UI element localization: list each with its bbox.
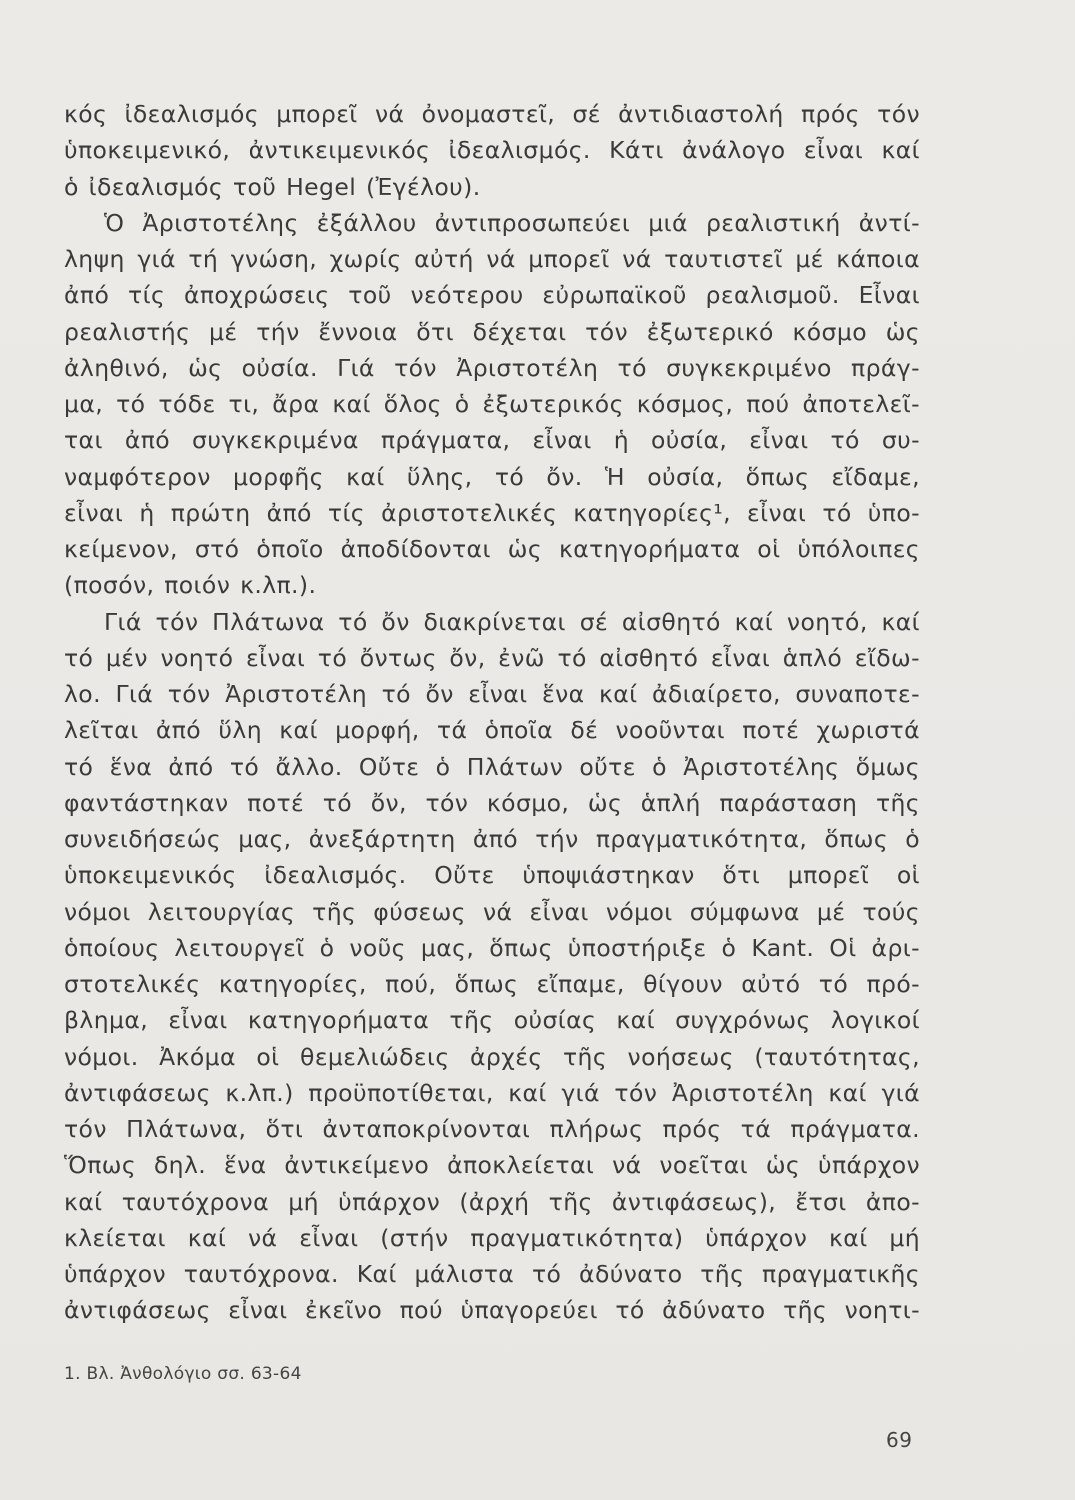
text-line: νόμοι λειτουργίας τῆς φύσεως νά εἶναι νόμοι σύμφωνα μέ τούς	[64, 897, 920, 926]
text-line: τό μέν νοητό εἶναι τό ὄντως ὄν, ἐνῶ τό αἰσθητό εἶναι ἁπλό εἴδω-	[64, 643, 920, 672]
text-line: ὑποκειμενικό, ἀντικειμενικός ἰδεαλισμός. Κάτι ἀνάλογο εἶναι καί	[64, 136, 920, 165]
text-line: καί ταυτόχρονα μή ὑπάρχον (ἀρχή τῆς ἀντιφάσεως), ἔτσι ἀπο-	[64, 1187, 920, 1216]
text-line: ἀπό τίς ἀποχρώσεις τοῦ νεότερου εὐρωπαϊκοῦ ρεαλισμοῦ. Εἶναι	[64, 281, 920, 310]
text-line: ται ἀπό συγκεκριμένα πράγματα, εἶναι ἡ οὐσία, εἶναι τό συ-	[64, 426, 920, 455]
text-line: ἀντιφάσεως κ.λπ.) προϋποτίθεται, καί γιά τόν Ἀριστοτέλη καί γιά	[64, 1078, 920, 1107]
text-line: τόν Πλάτωνα, ὅτι ἀνταποκρίνονται πλήρως πρός τά πράγματα.	[64, 1115, 920, 1143]
body-text	[64, 96, 920, 1329]
text-line: λεῖται ἀπό ὕλη καί μορφή, τά ὁποῖα δέ νοοῦνται ποτέ χωριστά	[64, 716, 920, 745]
text-line: νόμοι. Ἀκόμα οἱ θεμελιώδεις ἀρχές τῆς νοήσεως (ταυτότητας,	[64, 1042, 920, 1071]
text-line: ὁποίους λειτουργεῖ ὁ νοῦς μας, ὅπως ὑποστήριξε ὁ Kant. Οἱ ἀρι-	[64, 933, 920, 962]
text-line: τό ἕνα ἀπό τό ἄλλο. Οὔτε ὁ Πλάτων οὔτε ὁ Ἀριστοτέλης ὅμως	[64, 752, 920, 781]
text-line: ἀληθινό, ὡς οὐσία. Γιά τόν Ἀριστοτέλη τό συγκεκριμένο πράγ-	[64, 353, 920, 382]
text-line: Γιά τόν Πλάτωνα τό ὄν διακρίνεται σέ αἰσθητό καί νοητό, καί	[104, 607, 920, 636]
text-line: λο. Γιά τόν Ἀριστοτέλη τό ὄν εἶναι ἕνα καί ἀδιαίρετο, συναποτε-	[64, 680, 920, 708]
text-line: ἀντιφάσεως εἶναι ἐκεῖνο πού ὑπαγορεύει τό ἀδύνατο τῆς νοητι-	[64, 1296, 920, 1325]
text-line: κλείεται καί νά εἶναι (στήν πραγματικότητα) ὑπάρχον καί μή	[64, 1223, 920, 1252]
footnote: 1. Βλ. Ἀνθολόγιο σσ. 63-64	[64, 1364, 302, 1384]
text-line: ναμφότερον μορφῆς καί ὕλης, τό ὄν. Ἡ οὐσία, ὅπως εἴδαμε,	[64, 462, 920, 491]
text-line: ληψη γιά τή γνώση, χωρίς αὐτή νά μπορεῖ νά ταυτιστεῖ μέ κάποια	[64, 245, 920, 273]
text-line: (ποσόν, ποιόν κ.λπ.).	[64, 571, 317, 600]
text-line: ὑπάρχον ταυτόχρονα. Καί μάλιστα τό ἀδύνατο τῆς πραγματικῆς	[64, 1260, 920, 1288]
text-line: Ὁ Ἀριστοτέλης ἐξάλλου ἀντιπροσωπεύει μιά ρεαλιστική ἀντί-	[104, 208, 920, 237]
text-line: στοτελικές κατηγορίες, πού, ὅπως εἴπαμε, θίγουν αὐτό τό πρό-	[64, 970, 920, 998]
text-line: ὑποκειμενικός ἰδεαλισμός. Οὔτε ὑποψιάστηκαν ὅτι μπορεῖ οἱ	[64, 861, 920, 890]
text-line: κείμενον, στό ὁποῖο ἀποδίδονται ὡς κατηγορήματα οἱ ὑπόλοιπες	[64, 535, 920, 563]
text-line: κός ἰδεαλισμός μπορεῖ νά ὀνομαστεῖ, σέ ἀντιδιαστολή πρός τόν	[64, 100, 920, 128]
text-line: ρεαλιστής μέ τήν ἔννοια ὅτι δέχεται τόν ἐξωτερικό κόσμο ὡς	[64, 317, 920, 346]
text-line: ὁ ἰδεαλισμός τοῦ Hegel (Ἐγέλου).	[64, 172, 481, 201]
page-number: 69	[886, 1428, 913, 1452]
text-line: βλημα, εἶναι κατηγορήματα τῆς οὐσίας καί συγχρόνως λογικοί	[64, 1006, 920, 1035]
text-line: εἶναι ἡ πρώτη ἀπό τίς ἀριστοτελικές κατηγορίες¹, εἶναι τό ὑπο-	[64, 498, 920, 527]
text-line: φαντάστηκαν ποτέ τό ὄν, τόν κόσμο, ὡς ἁπλή παράσταση τῆς	[64, 788, 920, 817]
text-line: μα, τό τόδε τι, ἄρα καί ὅλος ὁ ἐξωτερικός κόσμος, πού ἀποτελεῖ-	[64, 390, 920, 418]
text-line: συνειδήσεώς μας, ἀνεξάρτητη ἀπό τήν πραγματικότητα, ὅπως ὁ	[64, 825, 920, 853]
text-line: Ὅπως δηλ. ἕνα ἀντικείμενο ἀποκλείεται νά νοεῖται ὡς ὑπάρχον	[64, 1151, 920, 1180]
